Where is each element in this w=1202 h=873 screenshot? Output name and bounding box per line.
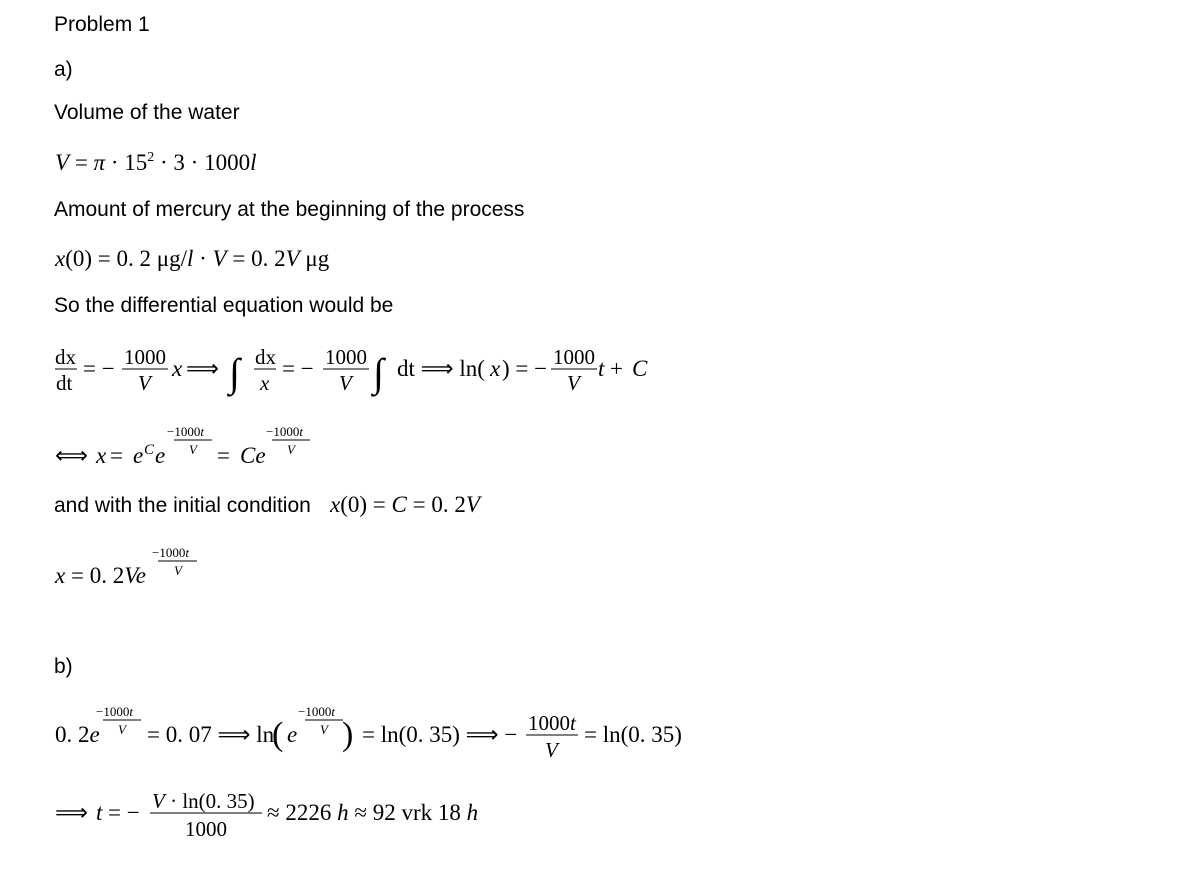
svg-text:) = −: ) = − (502, 356, 548, 381)
svg-text:1000: 1000 (553, 345, 595, 369)
svg-text:⟹: ⟹ (186, 356, 219, 381)
svg-text:x(0) = C = 0. 2V: x(0) = C = 0. 2V (330, 492, 480, 517)
diffeq-heading: So the differential equation would be (54, 294, 394, 317)
svg-text:x = 0. 2Ve: x = 0. 2Ve (55, 563, 146, 588)
svg-text:dx: dx (55, 345, 76, 369)
svg-text:= −: = − (108, 800, 140, 825)
svg-text:C: C (144, 442, 155, 458)
svg-text:V: V (320, 722, 328, 737)
amount-heading: Amount of mercury at the beginning of the process (54, 198, 525, 221)
svg-text:x: x (490, 356, 501, 381)
svg-text:V: V (545, 738, 558, 762)
svg-text:(: ( (272, 716, 284, 753)
svg-text:0. 2e: 0. 2e (55, 722, 100, 747)
svg-text:−1000t: −1000t (152, 545, 189, 560)
svg-text:⟺: ⟺ (55, 443, 88, 468)
svg-text:1000t: 1000t (528, 711, 576, 735)
svg-text:=: = (217, 443, 230, 468)
part-a-label: a) (54, 58, 73, 81)
svg-text:= 0. 07 ⟹ ln: = 0. 07 ⟹ ln (147, 722, 275, 747)
svg-text:V: V (339, 371, 352, 395)
svg-text:= ln(0. 35): = ln(0. 35) (584, 722, 682, 747)
svg-text:−1000t: −1000t (298, 704, 335, 719)
svg-text:dx: dx (255, 345, 276, 369)
svg-text:= ln(0. 35) ⟹ −: = ln(0. 35) ⟹ − (362, 722, 518, 747)
svg-text:≈ 2226 h ≈ 92 vrk 18 h: ≈ 2226 h ≈ 92 vrk 18 h (267, 800, 479, 825)
svg-text:∫: ∫ (229, 350, 240, 395)
svg-text:Ce: Ce (240, 443, 266, 468)
svg-text:t: t (598, 356, 605, 381)
svg-text:∫: ∫ (373, 350, 384, 395)
svg-text:1000: 1000 (185, 817, 227, 841)
svg-text:V: V (138, 371, 151, 395)
svg-text:+: + (610, 356, 623, 381)
svg-text:x: x (172, 356, 183, 381)
svg-text:x(0) = 0. 2 μg/l · V = 0. 2V μ: x(0) = 0. 2 μg/l · V = 0. 2V μg (55, 246, 330, 271)
svg-text:e: e (133, 443, 144, 468)
volume-heading: Volume of the water (54, 101, 240, 124)
svg-text:−1000t: −1000t (167, 424, 204, 439)
svg-text:V: V (189, 442, 197, 457)
svg-text:e: e (155, 443, 166, 468)
svg-text:e: e (287, 722, 298, 747)
svg-text:−1000t: −1000t (266, 424, 303, 439)
svg-text:V: V (287, 442, 295, 457)
svg-text:V: V (118, 722, 126, 737)
svg-text:x: x (260, 371, 270, 395)
svg-text:= −: = − (282, 356, 314, 381)
svg-text:dt: dt (56, 371, 73, 395)
part-b-label: b) (54, 655, 73, 678)
problem-title: Problem 1 (54, 13, 150, 36)
svg-text:V: V (174, 563, 182, 578)
svg-text:=: = (110, 443, 123, 468)
svg-text:1000: 1000 (325, 345, 367, 369)
svg-text:1000: 1000 (124, 345, 166, 369)
svg-text:V · ln(0. 35): V · ln(0. 35) (152, 789, 255, 813)
svg-text:): ) (342, 716, 354, 753)
svg-text:V = π · 152 · 3 · 1000l: $V = \pi \cdot 15^2 \cdot 3 \cdot 1000l$ (55, 150, 257, 175)
initial-condition-text: and with the initial condition (54, 494, 311, 517)
svg-text:dt ⟹ ln(: dt ⟹ ln( (397, 356, 485, 381)
svg-text:= −: = − (83, 356, 115, 381)
svg-text:x: x (96, 443, 107, 468)
svg-text:C: C (632, 356, 648, 381)
svg-text:−1000t: −1000t (96, 704, 133, 719)
svg-text:t: t (96, 800, 103, 825)
svg-text:⟹: ⟹ (55, 800, 88, 825)
svg-text:V: V (567, 371, 580, 395)
